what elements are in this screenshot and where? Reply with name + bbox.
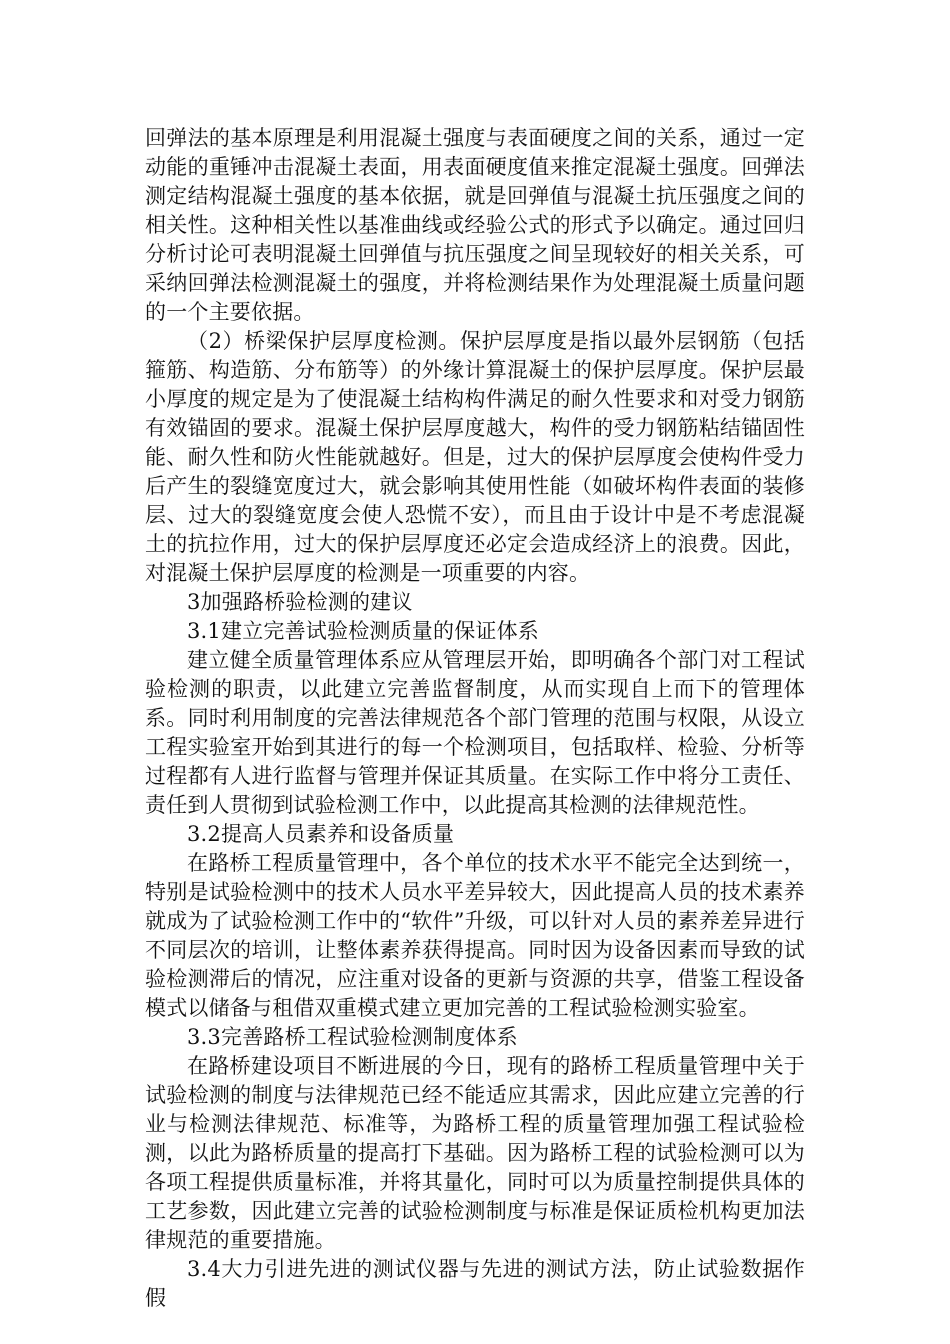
subsection-heading-3-2: 3.2提高人员素养和设备质量 xyxy=(187,822,455,846)
section-heading-3: 3加强路桥验检测的建议 xyxy=(187,590,413,614)
paragraph-regulation-system: 在路桥建设项目不断进展的今日，现有的路桥工程质量管理中关于试验检测的制度与法律规范已经不能适应其需求，因此应建立完善的行业与检测法律规范、标准等，为路桥工程的质量管理加强工程试验检测，以此为路桥质量的提高打下基础。因为路桥工程的试验检测可以为各项工程提供质量标准，并将其量化，同时可以为质量控制提供具体的工艺参数，因此建立完善的试验检测制度与标准是保证质检机构更加法律规范的重要措施。 xyxy=(145,1054,805,1252)
paragraph-rebound-method: 回弹法的基本原理是利用混凝土强度与表面硬度之间的关系，通过一定动能的重锤冲击混凝土表面，用表面硬度值来推定混凝土强度。回弹法测定结构混凝土强度的基本依据，就是回弹值与混凝土抗压强度之间的相关性。这种相关性以基准曲线或经验公式的形式予以确定。通过回归分析讨论可表明混凝土回弹值与抗压强度之间呈现较好的相关关系，可采纳回弹法检测混凝土的强度，并将检测结果作为处理混凝土质量问题的一个主要依据。 xyxy=(145,126,805,324)
paragraph-quality-system: 建立健全质量管理体系应从管理层开始，即明确各个部门对工程试验检测的职责，以此建立完善监督制度，从而实现自上而下的管理体系。同时利用制度的完善法律规范各个部门管理的范围与权限，从设立工程实验室开始到其进行的每一个检测项目，包括取样、检验、分析等过程都有人进行监督与管理并保证其质量。在实际工作中将分工责任、责任到人贯彻到试验检测工作中，以此提高其检测的法律规范性。 xyxy=(145,648,805,817)
subsection-heading-3-1: 3.1建立完善试验检测质量的保证体系 xyxy=(187,619,539,643)
subsection-heading-3-3: 3.3完善路桥工程试验检测制度体系 xyxy=(187,1025,518,1049)
paragraph-personnel-equipment: 在路桥工程质量管理中，各个单位的技术水平不能完全达到统一，特别是试验检测中的技术人员水平差异较大，因此提高人员的技术素养就成为了试验检测工作中的“软件”升级，可以针对人员的素养差异进行不同层次的培训，让整体素养获得提高。同时因为设备因素而导致的试验检测滞后的情况，应注重对设备的更新与资源的共享，借鉴工程设备模式以储备与租借双重模式建立更加完善的工程试验检测实验室。 xyxy=(145,851,805,1020)
subsection-heading-3-4: 3.4大力引进先进的测试仪器与先进的测试方法，防止试验数据作假 xyxy=(145,1257,805,1310)
paragraph-cover-thickness: （2）桥梁保护层厚度检测。保护层厚度是指以最外层钢筋（包括箍筋、构造筋、分布筋等）的外缘计算混凝土的保护层厚度。保护层最小厚度的规定是为了使混凝土结构构件满足的耐久性要求和对受力钢筋有效锚固的要求。混凝土保护层厚度越大，构件的受力钢筋粘结锚固性能、耐久性和防火性能就越好。但是，过大的保护层厚度会使构件受力后产生的裂缝宽度过大，就会影响其使用性能（如破坏构件表面的装修层、过大的裂缝宽度会使人恐慌不安），而且由于设计中是不考虑混凝土的抗拉作用，过大的保护层厚度还必定会造成经济上的浪费。因此，对混凝土保护层厚度的检测是一项重要的内容。 xyxy=(145,329,805,585)
document-page xyxy=(145,124,805,1313)
